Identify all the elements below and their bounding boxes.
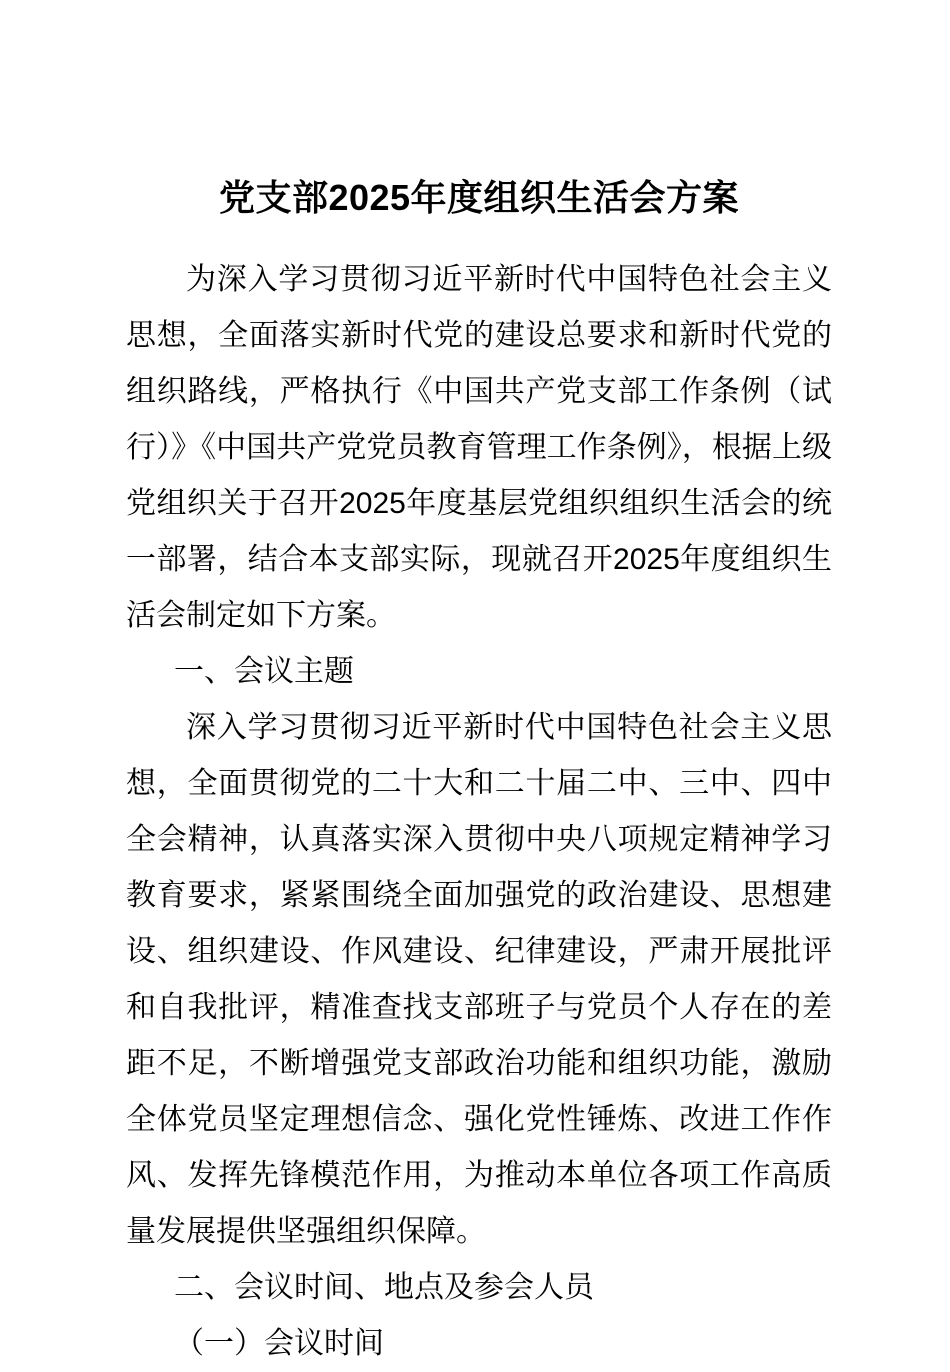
intro-paragraph: 为深入学习贯彻习近平新时代中国特色社会主义思想，全面落实新时代党的建设总要求和新时代党的组织路线，严格执行《中国共产党支部工作条例（试行）》《中国共产党党员教育管理工作条例》，根据上级党组织关于召开2025年度基层党组织组织生活会的统一部署，结合本支部实际，现就召开2025年度组织生活会制定如下方案。 xyxy=(126,263,832,632)
page-title: 党支部2025年度组织生活会方案 xyxy=(218,177,740,218)
meeting-theme-paragraph: 深入学习贯彻习近平新时代中国特色社会主义思想，全面贯彻党的二十大和二十届二中、三中、四中全会精神，认真落实深入贯彻中央八项规定精神学习教育要求，紧紧围绕全面加强党的政治建设、思想建设、组织建设、作风建设、纪律建设，严肃开展批评和自我批评，精准查找支部班子与党员个人存在的差距不足，不断增强党支部政治功能和组织功能，激励全体党员坚定理想信念、强化党性锤炼、改进工作作风、发挥先锋模范作用，为推动本单位各项工作高质量发展提供坚强组织保障。 xyxy=(126,711,832,1248)
section-heading-2: 二、会议时间、地点及参会人员 xyxy=(174,1271,594,1304)
subsection-heading-2-1: （一）会议时间 xyxy=(174,1327,384,1360)
section-heading-1: 一、会议主题 xyxy=(174,655,354,688)
page-body xyxy=(126,0,832,1372)
